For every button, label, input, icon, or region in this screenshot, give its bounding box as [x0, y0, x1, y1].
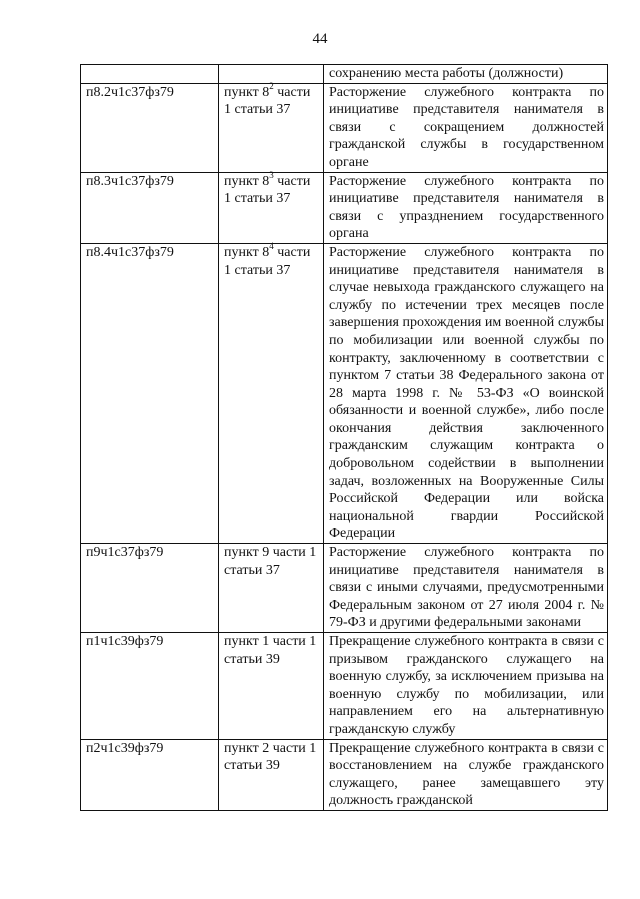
code-cell: п1ч1с39фз79	[81, 633, 219, 740]
table-row	[81, 172, 608, 243]
reference-cell: пункт 9 части 1 статьи 37	[219, 544, 324, 633]
page-number: 44	[312, 31, 328, 47]
table-row	[81, 633, 608, 740]
code-cell-empty	[81, 65, 219, 84]
description-cell: Расторжение служебного контракта по инициативе представителя нанимателя в связи с сокращением должностей гражданской службы в государственном органе	[324, 83, 608, 172]
reference-cell: пункт 2 части 1 статьи 39	[219, 739, 324, 810]
table-row-continuation	[81, 65, 608, 84]
description-cell: Прекращение служебного контракта в связи с восстановлением на службе гражданского служащего, ранее замещавшего эту должность гражданской	[324, 739, 608, 810]
code-cell: п2ч1с39фз79	[81, 739, 219, 810]
description-cell: Расторжение служебного контракта по инициативе представителя нанимателя в связи с упразднением государственного органа	[324, 172, 608, 243]
code-cell: п8.3ч1с37фз79	[81, 172, 219, 243]
reference-cell: пункт 1 части 1 статьи 39	[219, 633, 324, 740]
table-row	[81, 739, 608, 810]
reference-cell: пункт $8^2$ части 1 статьи 37	[219, 83, 324, 172]
description-cell: Расторжение служебного контракта по инициативе представителя нанимателя в связи с иными случаями, предусмотренными Федеральным законом от 27 июля 2004 г. № 79-ФЗ и другими федеральными законами	[324, 544, 608, 633]
document-table	[80, 64, 608, 811]
code-cell: п8.2ч1с37фз79	[81, 83, 219, 172]
reference-cell: пункт $8^4$ части 1 статьи 37	[219, 243, 324, 543]
table-row	[81, 544, 608, 633]
description-cell: Расторжение служебного контракта по инициативе представителя нанимателя в случае невыхода гражданского служащего на службу по истечении трех месяцев после завершения прохождения им военной службы по мобилизации или военной службы по контракту, заключенному в соответствии с пунктом 7 статьи 38 Федерального закона от 28 марта 1998 г. № 53-ФЗ «О воинской обязанности и военной службе», либо после окончания действия заключенного гражданским служащим контракта о добровольном содействии в выполнении задач, возложенных на Вооруженные Силы Российской Федерации или войска национальной гвардии Российской Федерации	[324, 243, 608, 543]
table-row	[81, 243, 608, 543]
table-row	[81, 83, 608, 172]
description-cell: Прекращение служебного контракта в связи с призывом гражданского служащего на военную службу, за исключением призыва на военную службу по мобилизации, или направлением его на альтернативную гражданскую службу	[324, 633, 608, 740]
code-cell: п8.4ч1с37фз79	[81, 243, 219, 543]
code-cell: п9ч1с37фз79	[81, 544, 219, 633]
reference-cell: пункт $8^3$ части 1 статьи 37	[219, 172, 324, 243]
description-cell: сохранению места работы (должности)	[324, 65, 608, 84]
